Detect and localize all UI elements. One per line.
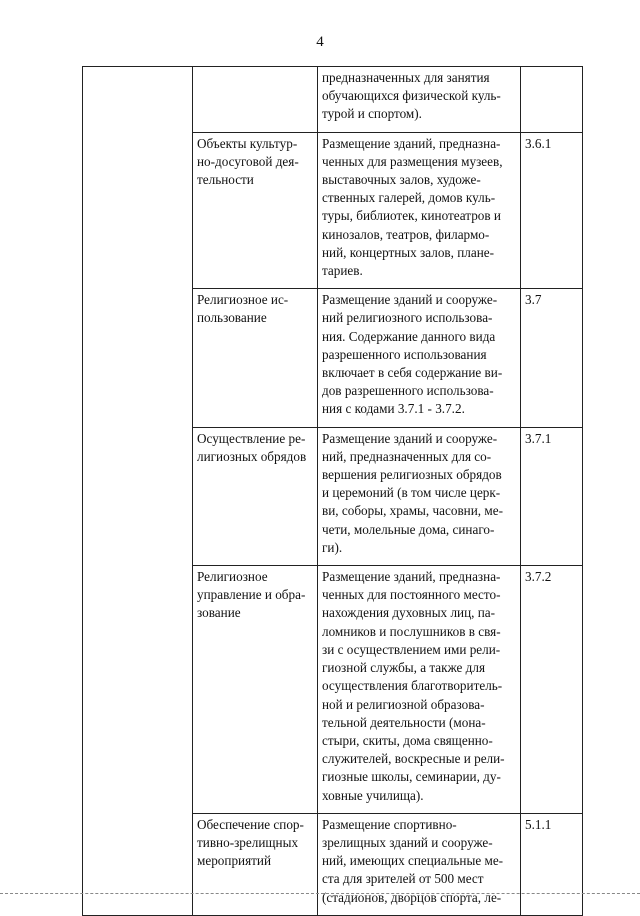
use-type-name-cell: [193, 566, 318, 814]
use-type-description-cell-line: стыри, скиты, дома священно-: [322, 732, 493, 748]
use-type-description-cell-line: выставочных залов, художе-: [322, 172, 481, 188]
use-type-name-cell-line: зование: [197, 605, 241, 621]
use-type-description-cell-line: ви, соборы, храмы, часовни, ме-: [322, 503, 503, 519]
use-type-code-cell: 3.7.2: [521, 566, 583, 814]
use-type-code-cell: 3.6.1: [521, 132, 583, 289]
use-type-description-cell-line: тельной деятельности (мона-: [322, 714, 486, 730]
use-type-description-cell-line: служителей, воскресные и рели-: [322, 751, 505, 767]
use-type-name-cell: [193, 289, 318, 427]
use-type-description-cell-line: ховные училища).: [322, 787, 424, 803]
use-type-description-cell-line: зрелищных зданий и сооруже-: [322, 834, 493, 850]
use-type-description-cell-line: тариев.: [322, 263, 363, 279]
use-type-name-cell-line: тельности: [197, 172, 254, 188]
use-type-description-cell: [318, 813, 521, 915]
use-type-description-cell: [318, 427, 521, 565]
use-type-description-cell-line: Размещение зданий и сооруже-: [322, 292, 498, 308]
use-type-name-cell: [193, 813, 318, 915]
use-type-description-cell-line: ченных для размещения музеев,: [322, 153, 503, 169]
use-type-description-cell-line: гиозные школы, семинарии, ду-: [322, 769, 501, 785]
use-type-name-cell-line: Осуществление ре-: [197, 430, 306, 446]
table-row: [83, 67, 583, 133]
use-type-description-cell-line: Размещение зданий, предназна-: [322, 135, 501, 151]
use-type-code-cell: 3.7: [521, 289, 583, 427]
use-type-description-cell-line: ги).: [322, 539, 343, 555]
use-type-name-cell-line: Религиозное ис-: [197, 292, 289, 308]
land-use-table: [82, 66, 583, 916]
use-type-name-cell-line: мероприятий: [197, 853, 272, 869]
use-type-description-cell-line: ста для зрителей от 500 мест: [322, 871, 484, 887]
use-type-name-cell-line: управление и обра-: [197, 587, 306, 603]
use-type-description-cell: [318, 566, 521, 814]
use-type-name-cell-line: тивно-зрелищных: [197, 834, 299, 850]
use-type-description-cell-line: и церемоний (в том числе церк-: [322, 485, 501, 501]
use-type-name-cell: [193, 132, 318, 289]
use-type-description-cell-line: кинозалов, театров, филармо-: [322, 226, 490, 242]
use-type-description-cell-line: вершения религиозных обрядов: [322, 467, 502, 483]
use-type-description-cell-line: разрешенного использования: [322, 346, 487, 362]
page-bottom-divider: [0, 893, 640, 894]
empty-column-cell: [83, 67, 193, 916]
use-type-description-cell-line: ственных галерей, домов куль-: [322, 190, 496, 206]
use-type-description-cell-line: Размещение спортивно-: [322, 816, 457, 832]
use-type-description-cell-line: ной и религиозной образова-: [322, 696, 485, 712]
use-type-description-cell-line: ченных для постоянного место-: [322, 587, 501, 603]
use-type-name-cell-line: пользование: [197, 310, 267, 326]
use-type-description-cell: [318, 289, 521, 427]
use-type-description-cell-line: (стадионов, дворцов спорта, ле-: [322, 889, 502, 905]
use-type-description-cell-line: гиозной службы, а также для: [322, 660, 486, 676]
use-type-name-cell-line: Объекты культур-: [197, 135, 298, 151]
use-type-description-cell-line: обучающихся физической куль-: [322, 88, 501, 104]
use-type-description-cell-line: турой и спортом).: [322, 106, 422, 122]
use-type-description-cell-line: чети, молельные дома, синаго-: [322, 521, 495, 537]
use-type-name-cell-line: но-досуговой дея-: [197, 153, 299, 169]
use-type-description-cell-line: туры, библиотек, кинотеатров и: [322, 208, 501, 224]
use-type-description-cell-line: ния. Содержание данного вида: [322, 328, 496, 344]
use-type-name-cell-line: Обеспечение спор-: [197, 816, 304, 832]
use-type-description-cell-line: ломников и послушников в свя-: [322, 623, 501, 639]
use-type-description-cell-line: ний, концертных залов, плане-: [322, 244, 495, 260]
use-type-description-cell-line: зи с осуществлением ими рели-: [322, 641, 501, 657]
use-type-code-cell: [521, 67, 583, 133]
use-type-description-cell-line: Размещение зданий и сооруже-: [322, 430, 498, 446]
use-type-description-cell-line: ния с кодами 3.7.1 - 3.7.2.: [322, 401, 465, 417]
use-type-code-cell: 5.1.1: [521, 813, 583, 915]
table-body: [83, 67, 583, 916]
page-number: 4: [316, 34, 324, 50]
use-type-description-cell-line: ний, предназначенных для со-: [322, 448, 492, 464]
use-type-description-cell-line: ний религиозного использова-: [322, 310, 493, 326]
use-type-description-cell-line: включает в себя содержание ви-: [322, 365, 503, 381]
use-type-code-cell: 3.7.1: [521, 427, 583, 565]
use-type-name-cell: [193, 427, 318, 565]
use-type-description-cell-line: дов разрешенного использова-: [322, 383, 494, 399]
use-type-name-cell-line: лигиозных обрядов: [197, 448, 307, 464]
use-type-name-cell: [193, 67, 318, 133]
use-type-description-cell-line: ний, имеющих специальные ме-: [322, 853, 504, 869]
use-type-description-cell: [318, 132, 521, 289]
use-type-description-cell-line: предназначенных для занятия: [322, 70, 490, 85]
use-type-description-cell: [318, 67, 521, 133]
use-type-name-cell-line: Религиозное: [197, 569, 268, 585]
use-type-description-cell-line: нахождения духовных лиц, па-: [322, 605, 496, 621]
use-type-description-cell-line: Размещение зданий, предназна-: [322, 569, 501, 585]
use-type-description-cell-line: осуществления благотворитель-: [322, 678, 503, 694]
